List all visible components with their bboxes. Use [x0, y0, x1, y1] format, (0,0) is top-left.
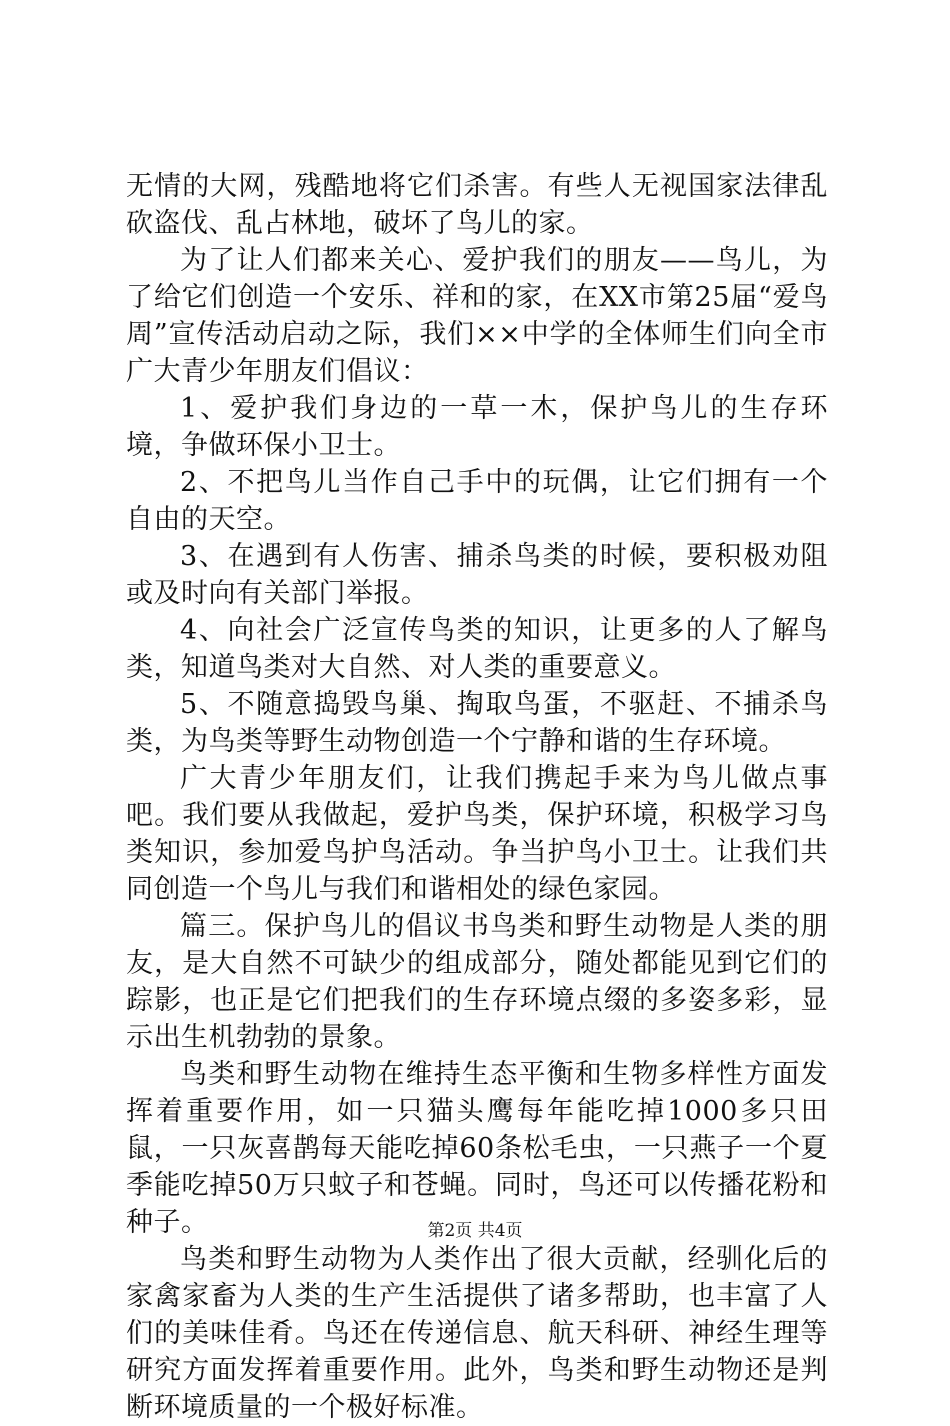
proposal-item-5: 5、不随意捣毁鸟巢、掏取鸟蛋，不驱赶、不捕杀鸟类，为鸟类等野生动物创造一个宁静和谐的生存环境。	[126, 689, 828, 757]
paragraph-continued: 无情的大网，残酷地将它们杀害。有些人无视国家法律乱砍盗伐、乱占林地，破坏了鸟儿的家。	[126, 171, 828, 239]
proposal-item-2: 2、不把鸟儿当作自己手中的玩偶，让它们拥有一个自由的天空。	[126, 467, 828, 535]
paragraph-call-to-action: 广大青少年朋友们，让我们携起手来为鸟儿做点事吧。我们要从我做起，爱护鸟类，保护环境，积极学习鸟类知识，参加爱鸟护鸟活动。争当护鸟小卫士。让我们共同创造一个鸟儿与我们和谐相处的绿色家园。	[126, 763, 828, 905]
paragraph-ecological-role: 鸟类和野生动物在维持生态平衡和生物多样性方面发挥着重要作用，如一只猫头鹰每年能吃掉1000多只田鼠，一只灰喜鹊每天能吃掉60条松毛虫，一只燕子一个夏季能吃掉50万只蚊子和苍蝇。同时，鸟还可以传播花粉和种子。	[126, 1059, 828, 1238]
proposal-item-1: 1、爱护我们身边的一草一木，保护鸟儿的生存环境，争做环保小卫士。	[126, 393, 828, 461]
paragraph-contributions: 鸟类和野生动物为人类作出了很大贡献，经驯化后的家禽家畜为人类的生产生活提供了诸多帮助，也丰富了人们的美味佳肴。鸟还在传递信息、航天科研、神经生理等研究方面发挥着重要作用。此外，鸟类和野生动物还是判断环境质量的一个极好标准。	[126, 1244, 828, 1423]
proposal-item-4: 4、向社会广泛宣传鸟类的知识，让更多的人了解鸟类，知道鸟类对大自然、对人类的重要意义。	[126, 615, 828, 683]
paragraph-section-three: 篇三。保护鸟儿的倡议书鸟类和野生动物是人类的朋友，是大自然不可缺少的组成部分，随处都能见到它们的踪影，也正是它们把我们的生存环境点缀的多姿多彩，显示出生机勃勃的景象。	[126, 911, 828, 1053]
page-footer: 第2页 共4页	[427, 1221, 523, 1241]
paragraph-initiative-intro: 为了让人们都来关心、爱护我们的朋友——鸟儿，为了给它们创造一个安乐、祥和的家，在XX市第25届“爱鸟周”宣传活动启动之际，我们××中学的全体师生们向全市广大青少年朋友们倡议：	[126, 245, 828, 387]
proposal-item-3: 3、在遇到有人伤害、捕杀鸟类的时候，要积极劝阻或及时向有关部门举报。	[126, 541, 828, 609]
